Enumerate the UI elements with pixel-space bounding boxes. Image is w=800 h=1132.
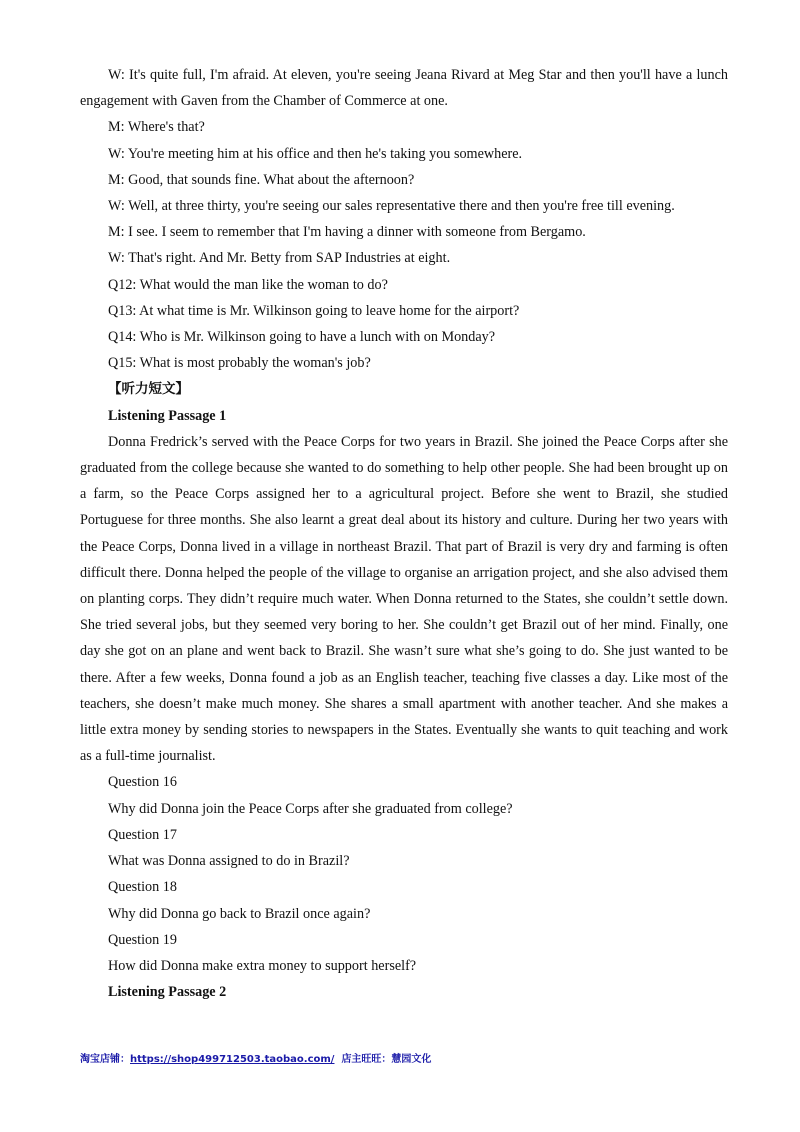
question-line: Q14: Who is Mr. Wilkinson going to have a lunch with on Monday? [108, 329, 496, 346]
question-line: Q12: What would the man like the woman to do? [108, 276, 388, 293]
question-text: How did Donna make extra money to support herself? [108, 957, 417, 974]
page-footer [80, 1050, 431, 1065]
dialogue-line: W: It's quite full, I'm afraid. At eleven, you're seeing Jeana Rivard at Meg Star and then you'll have a lunch engagement with Gaven from the Chamber of Commerce at one. [80, 67, 728, 110]
question-text: What was Donna assigned to do in Brazil? [108, 853, 350, 870]
passage-title: Listening Passage 1 [108, 407, 227, 424]
question-line: Q15: What is most probably the woman's job? [108, 355, 371, 372]
shop-link[interactable]: https://shop499712503.taobao.com/ [130, 1054, 335, 1065]
question-label: Question 17 [108, 826, 177, 843]
passage-title: Listening Passage 2 [108, 984, 227, 1001]
question-text: Why did Donna join the Peace Corps after she graduated from college? [108, 800, 513, 817]
question-line: Q13: At what time is Mr. Wilkinson going to leave home for the airport? [108, 302, 520, 319]
owner-label: 店主旺旺：慧园文化 [341, 1054, 432, 1065]
question-label: Question 16 [108, 774, 177, 791]
question-label: Question 18 [108, 879, 177, 896]
question-text: Why did Donna go back to Brazil once again? [108, 905, 371, 922]
dialogue-line: M: I see. I seem to remember that I'm having a dinner with someone from Bergamo. [108, 224, 586, 241]
document-body [80, 62, 728, 1005]
dialogue-line: M: Where's that? [108, 119, 205, 136]
section-heading: 【听力短文】 [108, 381, 189, 398]
dialogue-line: M: Good, that sounds fine. What about the afternoon? [108, 171, 415, 188]
dialogue-line: W: You're meeting him at his office and then he's taking you somewhere. [108, 145, 523, 162]
shop-label: 淘宝店铺： [80, 1054, 130, 1065]
passage-paragraph: Donna Fredrick’s served with the Peace Corps for two years in Brazil. She joined the Peace Corps after she graduated from the college because she wanted to do something to help other people. She had been brought up on a farm, so the Peace Corps assigned her to a agricultural project. Before she went to Brazil, she studied Portuguese for three months. She also learnt a great deal about its history and culture. During her two years with the Peace Corps, Donna lived in a village in northeast Brazil. That part of Brazil is very dry and farming is often difficult there. Donna helped the people of the village to organise an arrigation project, and she also advised them on planting corps. They didn’t require much water. When Donna returned to the States, she couldn’t settle down. She tried several jobs, but they seemed very boring to her. She couldn’t get Brazil out of her mind. Finally, one day she got on an plane and went back to Brazil. She wasn’t sure what she’s going to do. She just wanted to be there. After a few weeks, Donna found a job as an English teacher, teaching five classes a day. Like most of the teachers, she doesn’t make much money. She shares a small apartment with another teacher. And she makes a little extra money by sending stories to newspapers in the States. Eventually she wants to quit teaching and work as a full-time journalist. [80, 433, 728, 765]
dialogue-line: W: Well, at three thirty, you're seeing our sales representative there and then you're free till evening. [108, 198, 675, 215]
dialogue-line: W: That's right. And Mr. Betty from SAP Industries at eight. [108, 250, 451, 267]
question-label: Question 19 [108, 931, 177, 948]
